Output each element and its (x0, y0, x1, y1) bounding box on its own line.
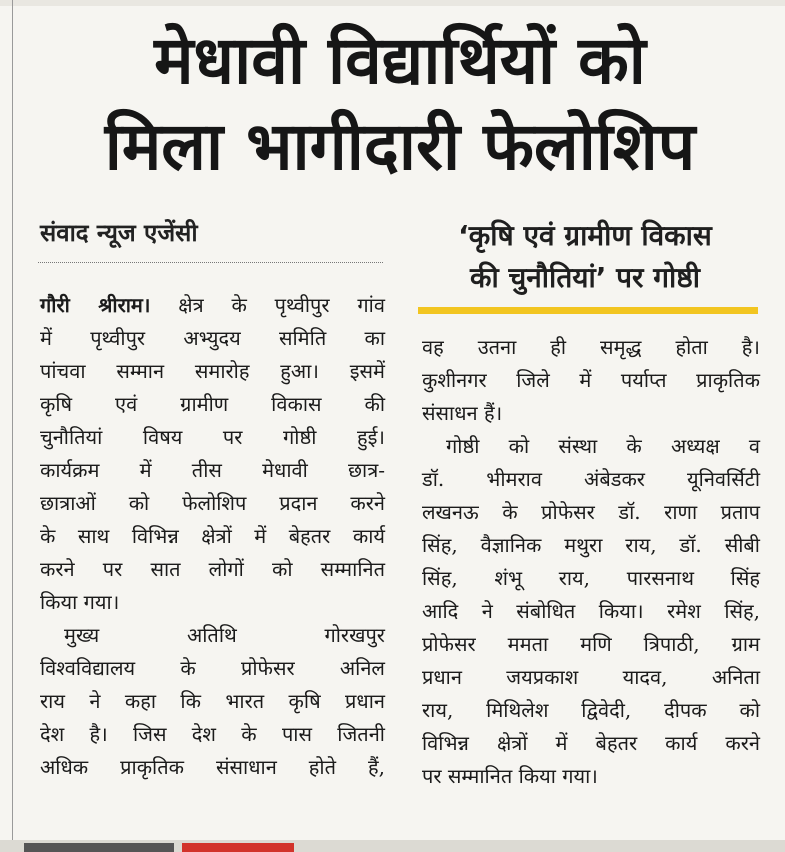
byline: संवाद न्यूज एजेंसी (40, 219, 198, 247)
left-column-line: पांचवा सम्मान समारोह हुआ। इसमें (40, 359, 385, 383)
left-column-line: राय ने कहा कि भारत कृषि प्रधान (40, 689, 385, 713)
right-column-line: सिंह, शंभू राय, पारसनाथ सिंह (422, 566, 760, 590)
bottom-strip-dark-block (24, 843, 174, 852)
left-column-line: चुनौतियां विषय पर गोष्ठी हुई। (40, 425, 385, 449)
left-column-line: कार्यक्रम में तीस मेधावी छात्र- (40, 458, 385, 482)
left-column-line: में पृथ्वीपुर अभ्युदय समिति का (40, 326, 385, 350)
right-column-line: गोष्ठी को संस्था के अध्यक्ष व (446, 434, 760, 458)
right-column-line: प्रधान जयप्रकाश यादव, अनिता (422, 665, 760, 689)
right-column-line: सिंह, वैज्ञानिक मथुरा राय, डॉ. सीबी (422, 533, 760, 557)
left-column-line: कृषि एवं ग्रामीण विकास की (40, 392, 385, 416)
bottom-strip-red-block (182, 843, 294, 852)
right-column-line: डॉ. भीमराव अंबेडकर यूनिवर्सिटी (422, 467, 760, 491)
left-column-line: गौरी श्रीराम। क्षेत्र के पृथ्वीपुर गांव (40, 293, 385, 317)
right-column-line: राय, मिथिलेश द्विवेदी, दीपक को (422, 698, 760, 722)
byline-dotted-rule (38, 262, 383, 263)
left-column-line: मुख्य अतिथि गोरखपुर (64, 623, 385, 647)
right-column-line: वह उतना ही समृद्ध होता है। (422, 335, 760, 359)
column-divider-rule (12, 0, 13, 852)
dateline: गौरी श्रीराम। (40, 293, 151, 317)
right-column-line: प्रोफेसर ममता मणि त्रिपाठी, ग्राम (422, 632, 760, 656)
left-column-line: अधिक प्राकृतिक संसाधान होते हैं, (40, 755, 385, 779)
right-column-line: पर सम्मानित किया गया। (422, 764, 598, 788)
subhead-line-2: की चुनौतियां’ पर गोष्ठी (469, 261, 701, 294)
right-column-line: संसाधन हैं। (422, 401, 503, 425)
headline-line-2: मिला भागीदारी फेलोशिप (104, 108, 696, 185)
right-column-line: विभिन्न क्षेत्रों में बेहतर कार्य करने (422, 731, 760, 755)
left-column-line: देश है। जिस देश के पास जितनी (40, 722, 385, 746)
left-column-line: किया गया। (40, 590, 120, 614)
top-strip (0, 0, 785, 6)
subhead-line-1: ‘कृषि एवं ग्रामीण विकास (458, 219, 712, 252)
right-column-line: आदि ने संबोधित किया। रमेश सिंह, (422, 599, 760, 623)
headline-line-1: मेधावी विद्यार्थियों को (154, 22, 646, 99)
subhead-accent-bar (418, 307, 758, 314)
left-column-line: के साथ विभिन्न क्षेत्रों में बेहतर कार्य (40, 524, 385, 548)
left-column-line: करने पर सात लोगों को सम्मानित (40, 557, 385, 581)
right-column-line: कुशीनगर जिले में पर्याप्त प्राकृतिक (422, 368, 760, 392)
right-column-line: लखनऊ के प्रोफेसर डॉ. राणा प्रताप (422, 500, 760, 524)
left-column-line: छात्राओं को फेलोशिप प्रदान करने (40, 491, 385, 515)
left-column-line: विश्वविद्यालय के प्रोफेसर अनिल (40, 656, 385, 680)
